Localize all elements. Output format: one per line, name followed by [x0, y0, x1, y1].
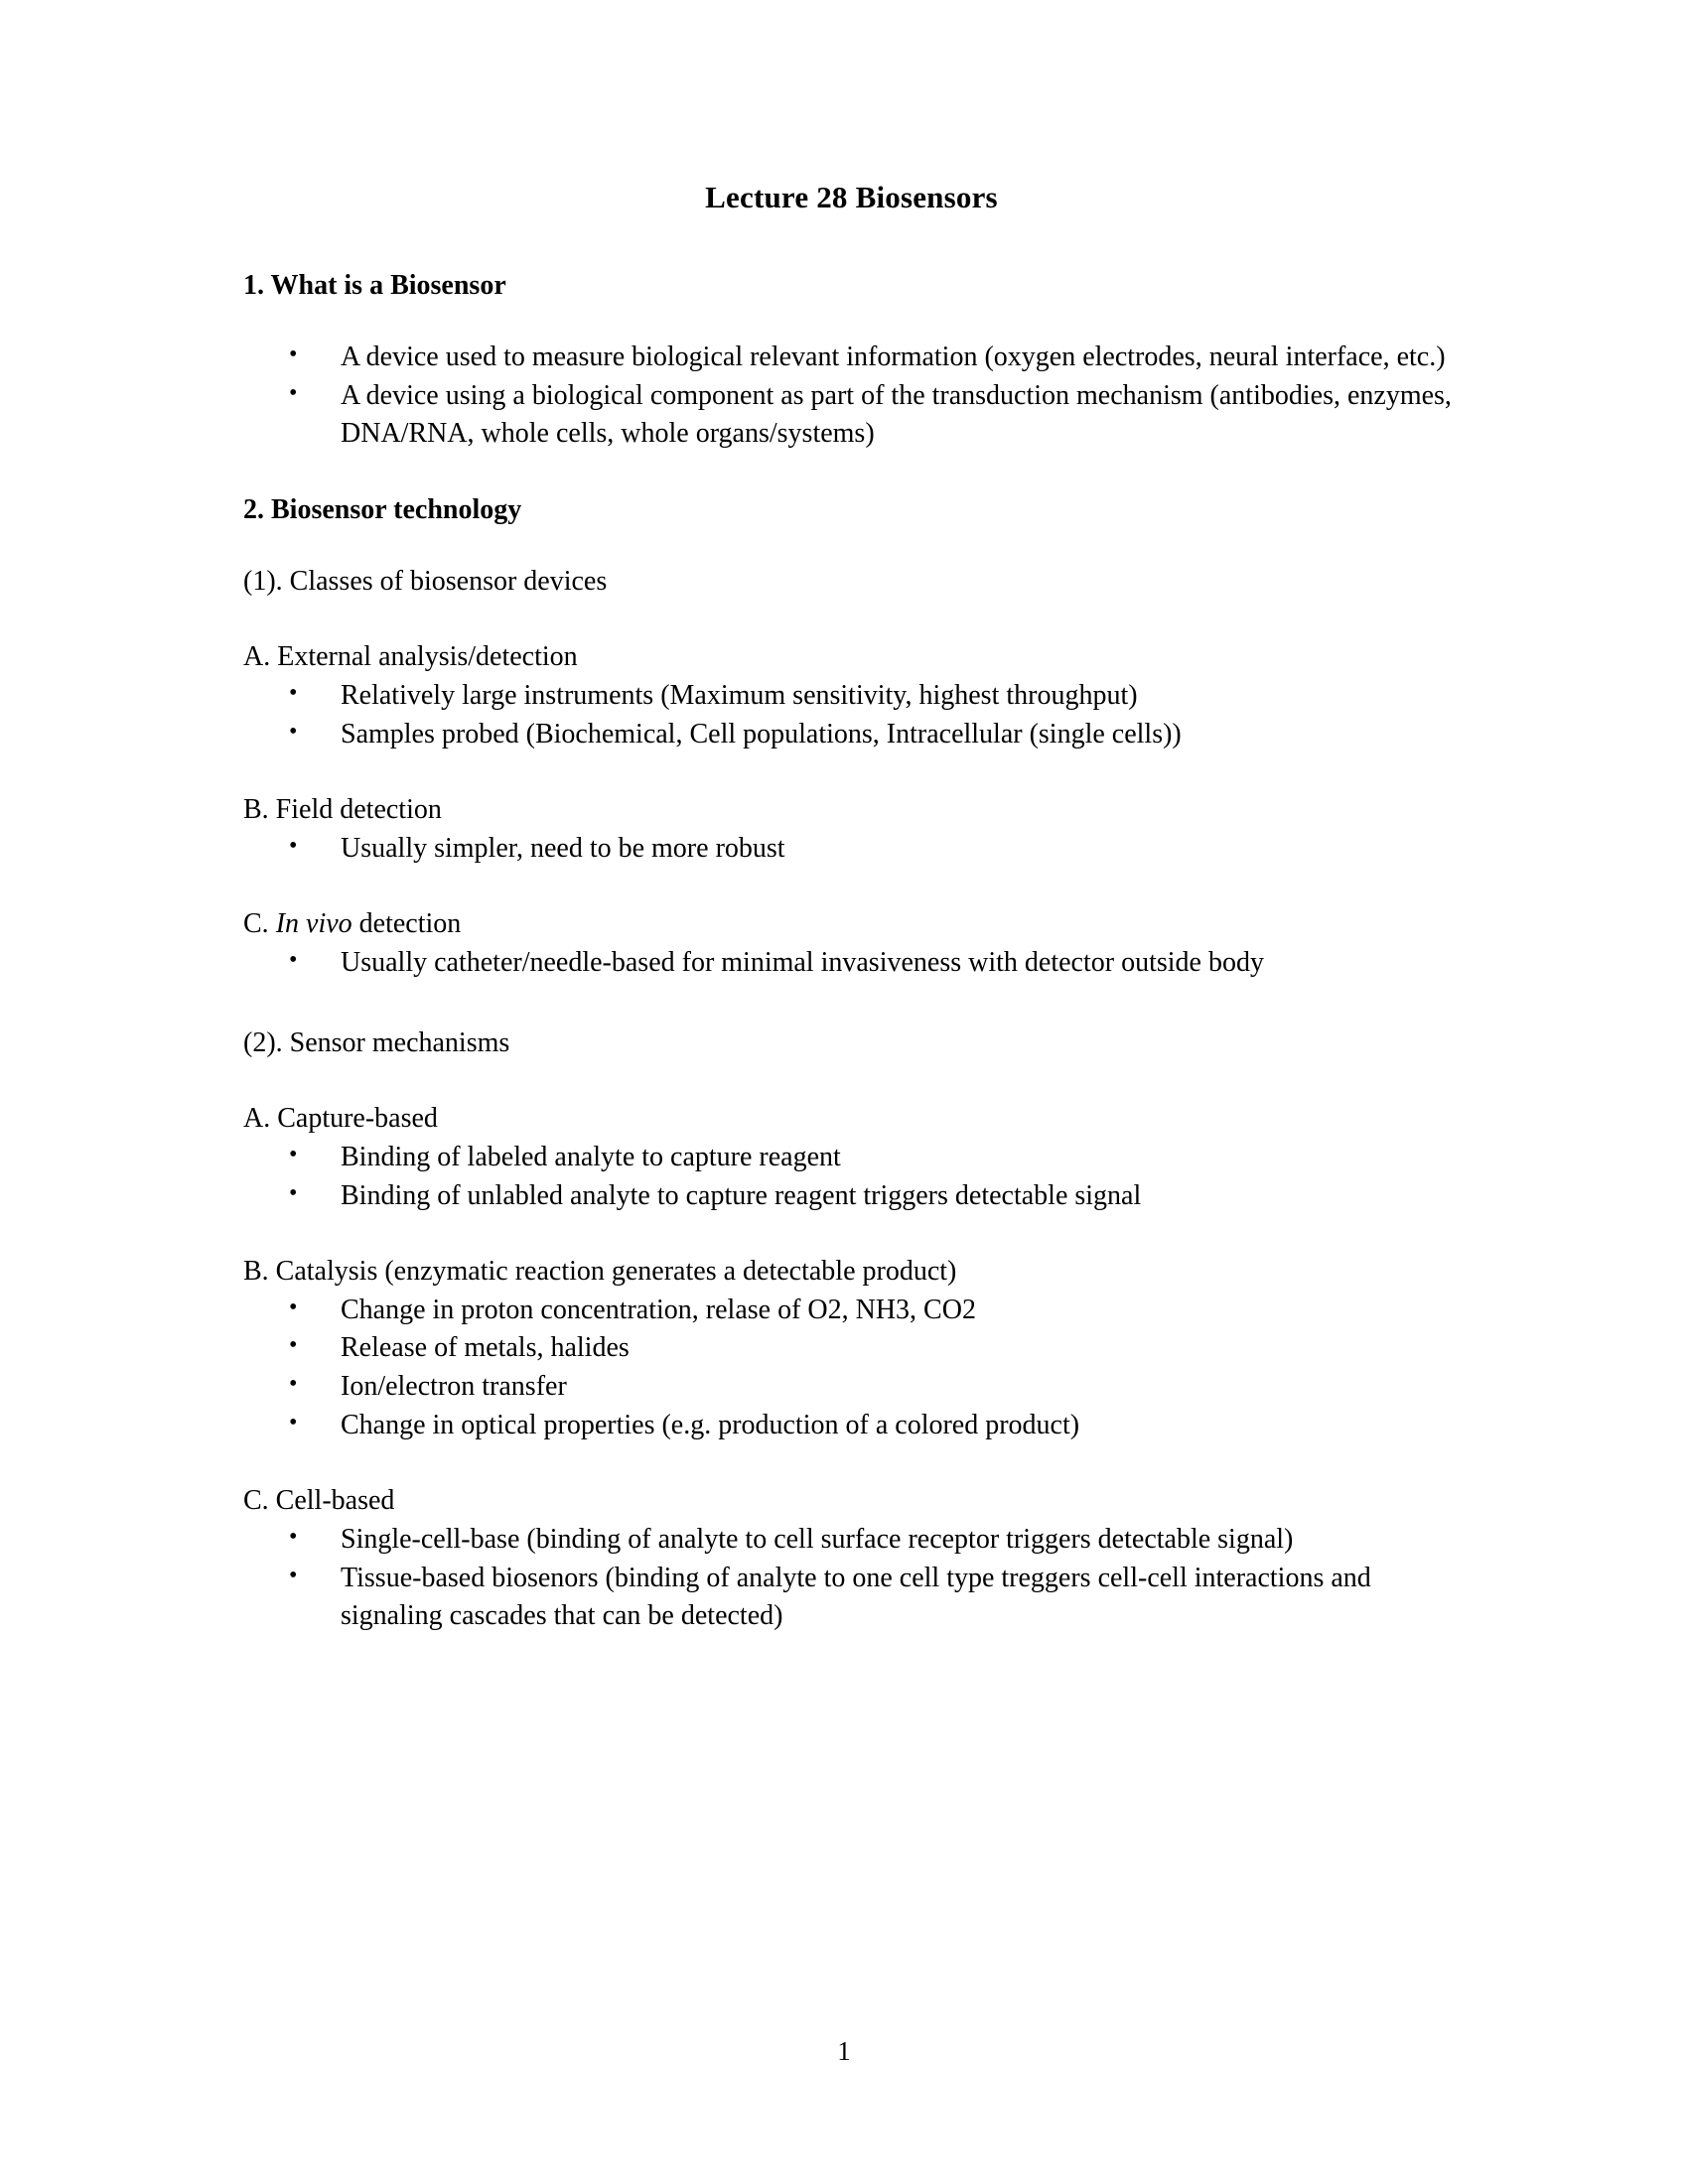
spacer — [243, 1444, 1460, 1482]
list-item: • Binding of unlabled analyte to capture reagent triggers detectable signal — [243, 1177, 1460, 1216]
group-label-1c-post: detection — [352, 908, 462, 940]
spacer — [243, 868, 1460, 905]
group-1a-bullet-list — [243, 677, 1460, 753]
spacer — [243, 1062, 1460, 1100]
list-item: • Release of metals, halides — [243, 1329, 1460, 1368]
group-label-1b: B. Field detection — [243, 794, 442, 826]
section-1-bullet-list — [243, 339, 1460, 454]
list-item: • A device used to measure biological relevant information (oxygen electrodes, neural interface, etc.) — [243, 339, 1460, 377]
section-heading-2: 2. Biosensor technology — [243, 493, 522, 525]
group-label-1a: A. External analysis/detection — [243, 641, 578, 673]
group-label-1c-pre: C. — [243, 908, 276, 940]
spacer — [243, 543, 1460, 563]
subsection-label-2: (2). Sensor mechanisms — [243, 1026, 510, 1058]
subsection-label-1: (1). Classes of biosensor devices — [243, 565, 608, 597]
list-item: • Usually simpler, need to be more robust — [243, 830, 1460, 869]
spacer — [243, 601, 1460, 638]
list-item: • Change in optical properties (e.g. production of a colored product) — [243, 1407, 1460, 1445]
group-1c-bullet-list — [243, 944, 1460, 983]
spacer — [243, 454, 1460, 491]
group-label-1c-italic: In vivo — [275, 908, 352, 940]
group-label-2c: C. Cell-based — [243, 1485, 395, 1517]
spacer — [243, 319, 1460, 339]
page-title: Lecture 28 Biosensors — [705, 180, 998, 214]
page-number: 1 — [837, 2036, 851, 2066]
spacer — [243, 753, 1460, 791]
group-label-1c — [243, 905, 1460, 944]
list-item: • Tissue-based biosenors (binding of analyte to one cell type treggers cell-cell interactions and signaling cascades that can be detected) — [243, 1560, 1460, 1636]
list-item: • Samples probed (Biochemical, Cell populations, Intracellular (single cells)) — [243, 716, 1460, 754]
list-item: • Ion/electron transfer — [243, 1368, 1460, 1407]
list-item: • A device using a biological component as part of the transduction mechanism (antibodies, enzymes, DNA/RNA, whole cells, whole organs/systems) — [243, 377, 1460, 454]
list-item: • Change in proton concentration, relase of O2, NH3, CO2 — [243, 1292, 1460, 1330]
list-item: • Usually catheter/needle-based for minimal invasiveness with detector outside body — [243, 944, 1460, 983]
section-heading-1: 1. What is a Biosensor — [243, 270, 506, 302]
group-2c-bullet-list — [243, 1521, 1460, 1636]
list-item: • Single-cell-base (binding of analyte to cell surface receptor triggers detectable signal) — [243, 1521, 1460, 1560]
group-1b-bullet-list — [243, 830, 1460, 869]
list-item: • Binding of labeled analyte to capture reagent — [243, 1139, 1460, 1177]
spacer — [243, 983, 1460, 1024]
group-2b-bullet-list — [243, 1292, 1460, 1445]
group-2a-bullet-list — [243, 1139, 1460, 1215]
list-item: • Relatively large instruments (Maximum sensitivity, highest throughput) — [243, 677, 1460, 716]
group-label-2b: B. Catalysis (enzymatic reaction generates a detectable product) — [243, 1256, 957, 1288]
spacer — [243, 1215, 1460, 1253]
group-label-2a: A. Capture-based — [243, 1103, 438, 1135]
